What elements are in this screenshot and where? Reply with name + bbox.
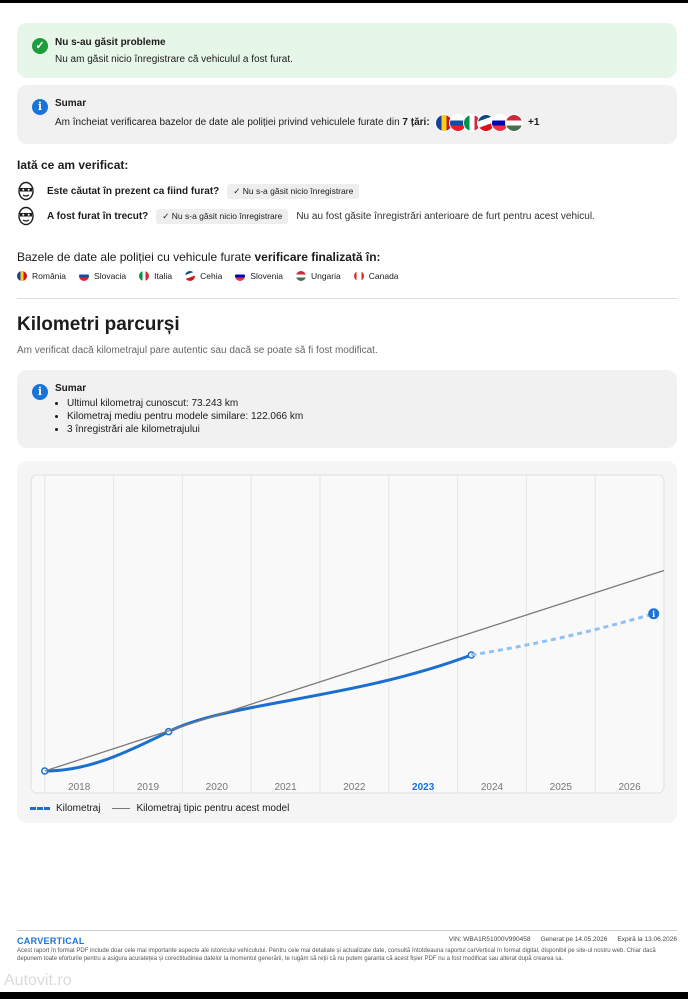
top-border	[0, 0, 688, 3]
country-item	[354, 271, 399, 281]
report-meta	[439, 936, 677, 943]
mileage-summary-card	[17, 370, 677, 448]
country-item	[17, 271, 66, 281]
mileage-description: Am verificat dacă kilometrajul pare autentic sau dacă se poate să fi fost modificat.	[17, 345, 378, 356]
summary-text-main: Am încheiat verificarea bazelor de date ale poliției privind vehiculele furate din	[55, 117, 400, 128]
flag-icon-hungary	[296, 271, 306, 281]
disclaimer-text: Acest raport în format PDF include doar cele mai importante aspecte ale istoricului vehiculului. Pentru cele mai detaliate și actualizate date, consultă întotdeauna raportul carVertical în format digital, disponibil pe site-ul nostru web. Chiar dacă depunem toate eforturile pentru a asigura acuratețea și corectitudinea datelor la momentul generării, te rugăm să reții că nu putem garanta că acest fișier PDF nu a fost modificat sau alterat după crearea sa.	[17, 948, 656, 962]
country-flags	[439, 114, 523, 132]
x-tick-label: 2020	[205, 782, 228, 793]
country-name: Italia	[154, 271, 173, 281]
watermark: Autovit.ro	[4, 972, 72, 989]
x-tick-label: 2025	[549, 782, 572, 793]
x-tick-label: 2021	[274, 782, 297, 793]
no-issues-card	[17, 23, 677, 78]
mileage-chart-card	[17, 461, 677, 823]
chart-legend	[30, 803, 289, 814]
databases-heading	[17, 250, 381, 264]
info-icon-glyph: i	[652, 609, 656, 620]
country-list	[17, 271, 412, 281]
mileage-summary-list	[55, 397, 303, 436]
legend-typical-swatch	[112, 808, 130, 809]
list-item: • Ultimul kilometraj cunoscut: 73.243 km	[67, 397, 303, 410]
flag-icon-slovakia	[79, 271, 89, 281]
status-text: Nu am găsit nicio înregistrare că vehiculul a fost furat.	[55, 54, 293, 65]
check-row-current	[17, 180, 367, 202]
list-item: • 3 înregistrări ale kilometrajului	[67, 423, 303, 436]
legend-typical-label: Kilometraj tipic pentru acest model	[136, 803, 290, 814]
databases-heading-prefix: Bazele de date ale poliției cu vehicule furate	[17, 250, 252, 264]
more-countries-count: +1	[528, 117, 540, 128]
thief-icon	[17, 206, 35, 226]
mileage-summary-title: Sumar	[55, 383, 87, 394]
country-item	[235, 271, 283, 281]
mileage-chart	[17, 461, 677, 823]
check-result-past: ✓ Nu s-a găsit nicio înregistrare	[156, 209, 288, 224]
check-note-past: Nu au fost găsite înregistrări anterioare de furt pentru acest vehicul.	[296, 210, 595, 222]
x-tick-label: 2026	[618, 782, 641, 793]
info-icon: i	[32, 384, 48, 400]
country-item	[79, 271, 126, 281]
check-question-past: A fost furat în trecut?	[47, 210, 149, 222]
flag-icon-romania	[17, 271, 27, 281]
country-name: Cehia	[200, 271, 223, 281]
thief-icon	[17, 181, 35, 201]
flag-icon-italy	[139, 271, 149, 281]
flag-icon-hungary	[505, 114, 523, 132]
check-row-past	[17, 205, 595, 227]
flag-icon-slovenia	[235, 271, 245, 281]
summary-title: Sumar	[55, 98, 87, 109]
flag-icon-canada	[354, 271, 364, 281]
carvertical-logo: CARVERTICAL	[17, 936, 85, 946]
databases-heading-bold: verificare finalizată în:	[254, 250, 381, 264]
status-title: Nu s-au găsit probleme	[55, 37, 166, 48]
x-tick-label: 2022	[343, 782, 366, 793]
theft-summary-card	[17, 85, 677, 144]
checked-heading: Iată ce am verificat:	[17, 158, 129, 172]
list-item: • Kilometraj mediu pentru modele similare: 122.066 km	[67, 410, 303, 423]
x-tick-label: 2024	[480, 782, 504, 793]
section-divider	[17, 298, 677, 299]
summary-text	[55, 117, 430, 128]
mileage-title: Kilometri parcurși	[17, 314, 180, 335]
legend-mileage-label: Kilometraj	[56, 803, 101, 814]
vin-text: VIN: WBA1R51000V990458	[448, 936, 531, 943]
info-icon: i	[32, 99, 48, 115]
generated-date: Generat pe 14.05.2026	[540, 936, 608, 943]
country-item	[296, 271, 341, 281]
check-question-current: Este căutat în prezent ca fiind furat?	[47, 185, 220, 197]
x-tick-label: 2023	[412, 782, 435, 793]
check-result-current: ✓ Nu s-a găsit nicio înregistrare	[227, 184, 359, 199]
country-name: România	[32, 271, 67, 281]
x-tick-label: 2019	[136, 782, 160, 793]
country-name: Canada	[368, 271, 399, 281]
expiry-date: Expiră la 13.06.2026	[617, 936, 677, 943]
flag-icon-czechia	[185, 271, 195, 281]
country-name: Ungaria	[310, 271, 341, 281]
country-item	[185, 271, 222, 281]
legend-mileage-swatch	[30, 807, 50, 810]
x-tick-label: 2018	[68, 782, 91, 793]
country-name: Slovacia	[94, 271, 127, 281]
country-name: Slovenia	[250, 271, 283, 281]
country-count: 7 țări:	[402, 117, 430, 128]
bottom-border	[0, 992, 688, 999]
check-circle-icon: ✓	[32, 38, 48, 54]
country-item	[139, 271, 172, 281]
footer-divider	[17, 930, 677, 931]
